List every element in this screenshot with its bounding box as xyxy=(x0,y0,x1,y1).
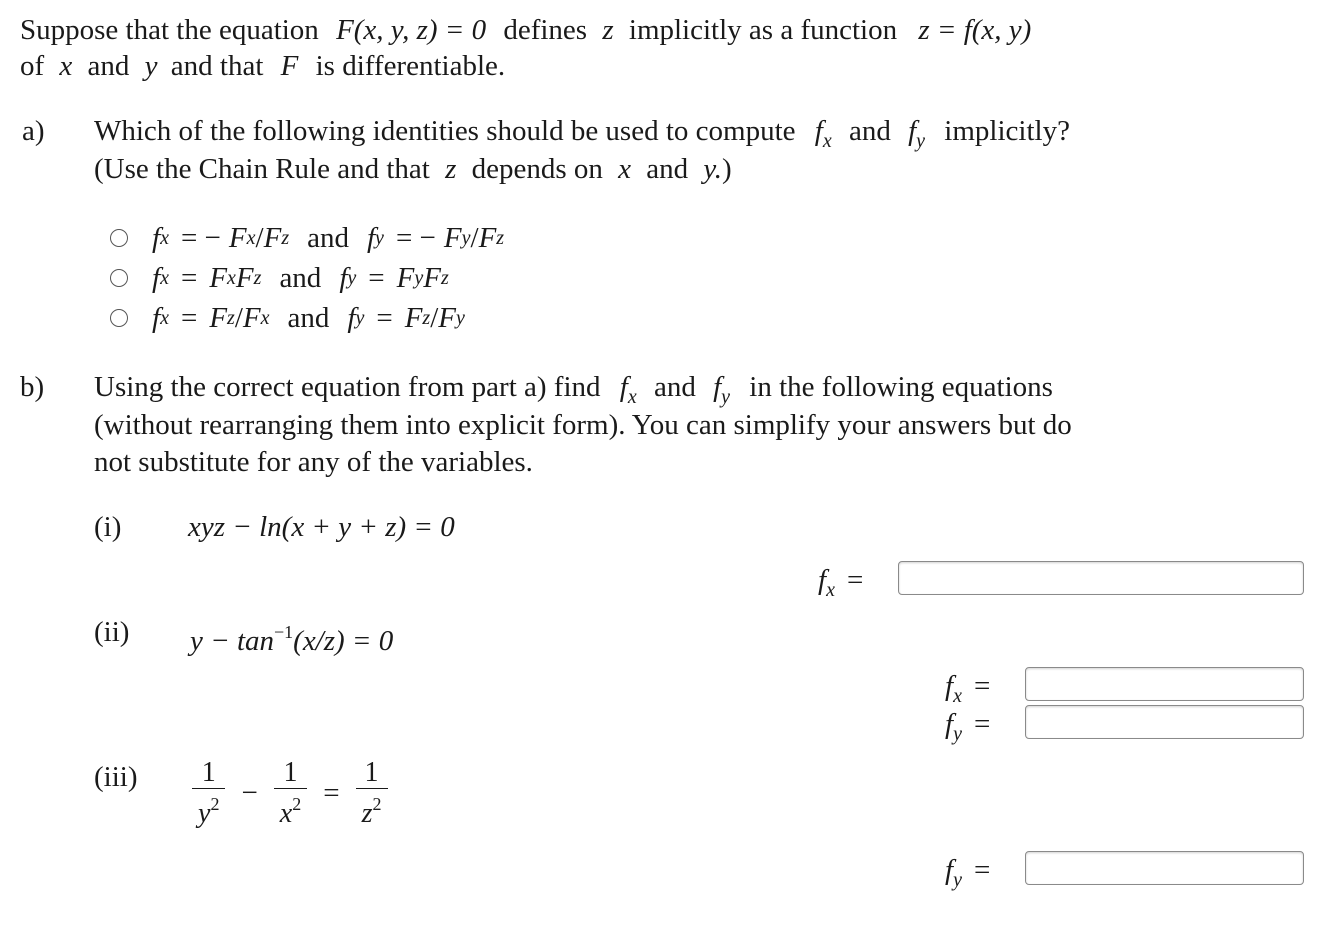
intro-line-1: Suppose that the equation F(x, y, z) = 0 defines z implicitly as a function z = f(x, y) xyxy=(20,14,1032,46)
answer-ii-fy-input[interactable] xyxy=(1025,705,1304,739)
option-2[interactable]: f x = F x F z and f y = F y F z xyxy=(110,258,504,298)
part-b-line-3: not substitute for any of the variables. xyxy=(94,446,533,478)
item-i-label: (i) xyxy=(94,511,122,543)
part-b-line-1: Using the correct equation from part a) find $f_x$ and $f_y$ in the following equations xyxy=(94,371,1053,408)
answer-ii-fx-label: $f_x$ = xyxy=(945,670,991,707)
radio-button-option-1[interactable] xyxy=(110,229,128,247)
option-3[interactable]: f x = F z / F x and f y = F z / F y xyxy=(110,298,504,338)
answer-ii-fy-label: $f_y$ = xyxy=(945,708,991,745)
answer-ii-fx-input[interactable] xyxy=(1025,667,1304,701)
part-b-line-2: (without rearranging them into explicit form). You can simplify your answers but do xyxy=(94,409,1072,441)
item-i-equation: xyz − ln(x + y + z) = 0 xyxy=(188,511,455,543)
equation-F: F(x, y, z) = 0 xyxy=(336,14,487,46)
answer-iii-fy-input[interactable] xyxy=(1025,851,1304,885)
radio-button-option-2[interactable] xyxy=(110,269,128,287)
item-ii-equation: $y - \tan^{-1}(x/z) = 0$ xyxy=(190,622,394,657)
part-a-options xyxy=(110,218,504,338)
part-a-label: a) xyxy=(22,115,45,147)
equation-z: z = f(x, y) xyxy=(918,14,1032,46)
part-b-label: b) xyxy=(20,371,45,403)
fraction-1-over-z-squared: $\frac{1}{z^2}$ xyxy=(356,758,388,829)
option-1[interactable]: f x = − F x / F z and f y = − F y / F z xyxy=(110,218,504,258)
answer-i-fx-input[interactable] xyxy=(898,561,1304,595)
radio-button-option-3[interactable] xyxy=(110,309,128,327)
item-iii-equation: $\frac{1}{y^2}$ − $\frac{1}{x^2}$ = $\frac{1}{z^2}$ xyxy=(186,758,394,829)
answer-i-fx-label: $f_x$ = xyxy=(818,564,864,601)
fraction-1-over-x-squared: $\frac{1}{x^2}$ xyxy=(274,758,307,829)
fraction-1-over-y-squared: $\frac{1}{y^2}$ xyxy=(192,758,225,829)
part-a-question-line-2: (Use the Chain Rule and that z depends on x and y.) xyxy=(94,153,732,185)
part-a-question-line-1: Which of the following identities should be used to compute $f_x$ and $f_y$ implicitly? xyxy=(94,115,1070,152)
answer-iii-fy-label: $f_y$ = xyxy=(945,854,991,891)
item-ii-label: (ii) xyxy=(94,616,130,648)
item-iii-label: (iii) xyxy=(94,761,138,793)
intro-line-2: of x and y and that F is differentiable. xyxy=(20,50,506,82)
